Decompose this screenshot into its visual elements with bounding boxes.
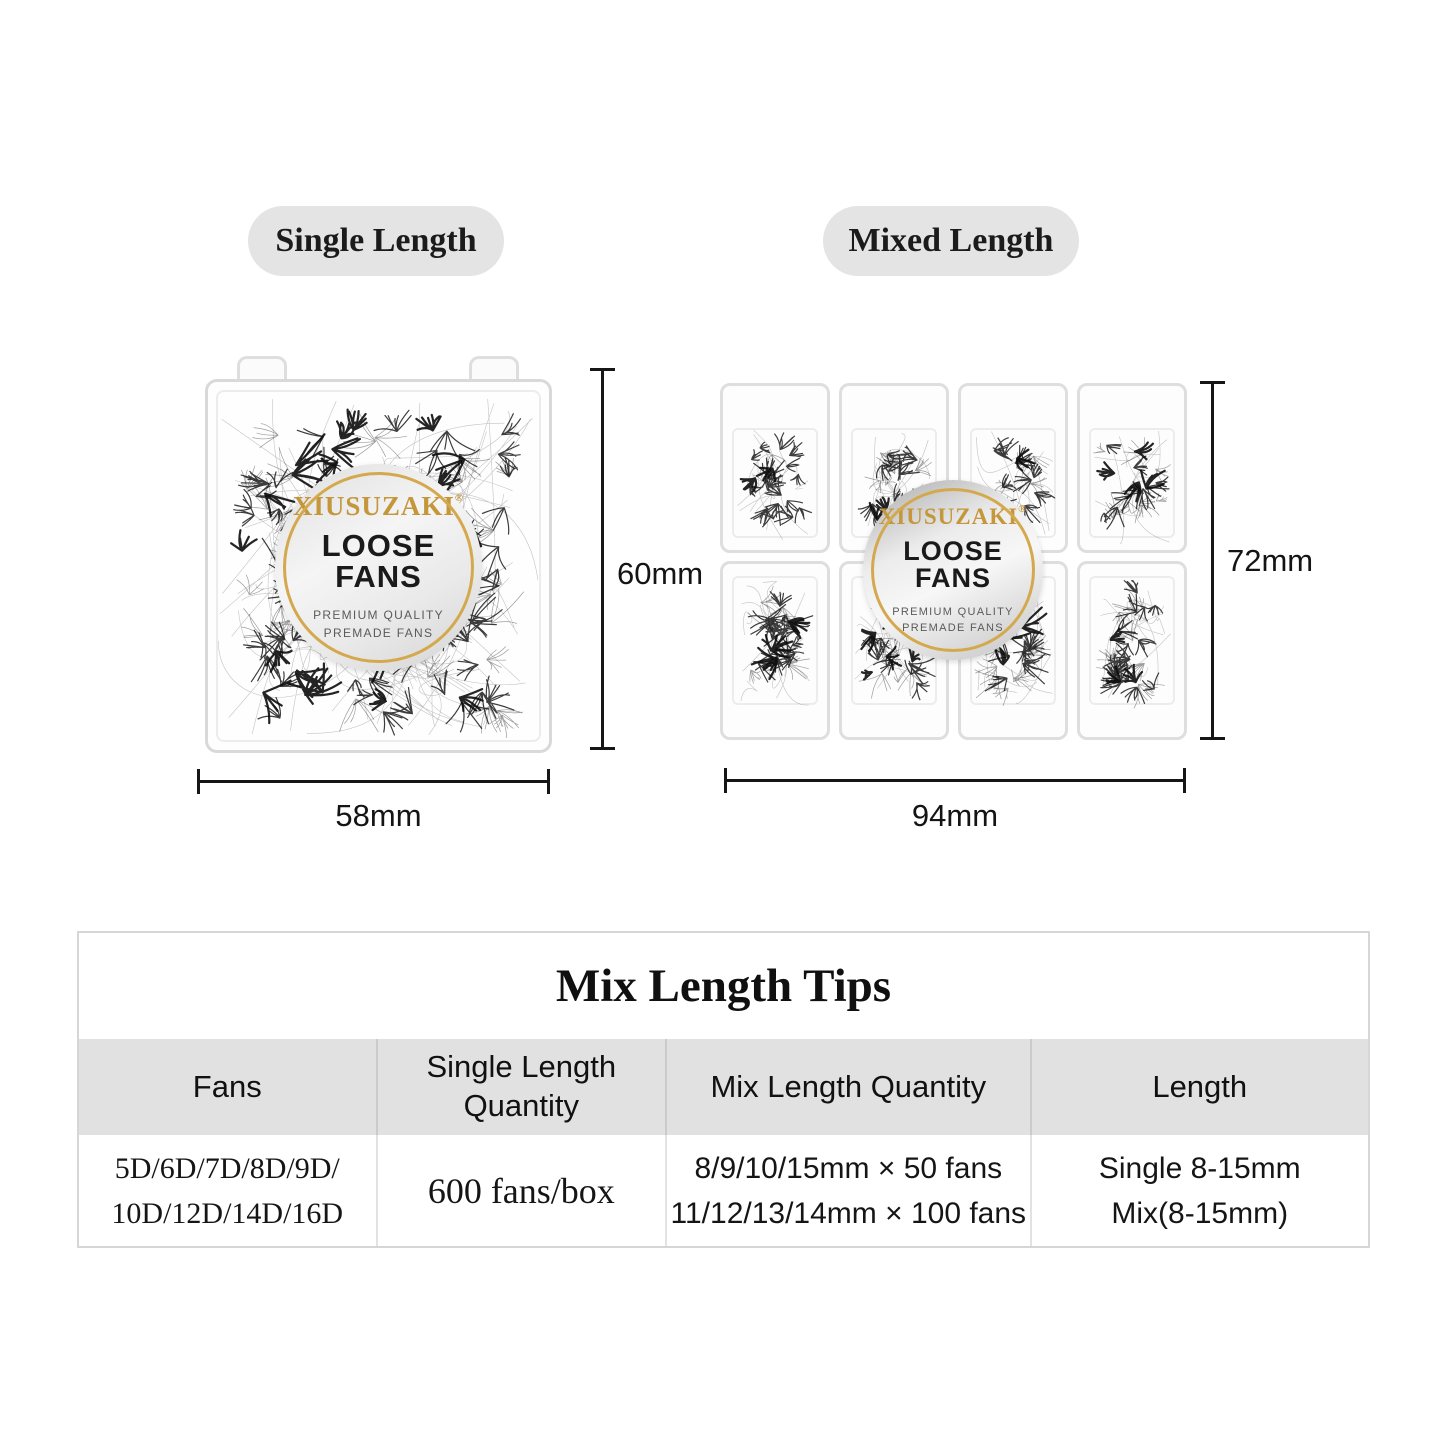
brand-name: XIUSUZAKI® [292,491,465,521]
dimension-line-single-height [601,369,604,749]
mixed-box-compartment [1077,561,1187,740]
header-cell-fans: Fans [192,1068,262,1104]
mixed-length-badge: Mixed Length [823,206,1079,276]
subtitle-line-1: PREMIUM QUALITY [313,608,444,622]
dimension-line-single-width [197,780,550,783]
product-name: LOOSE FANS [903,535,1003,593]
dimension-line-mixed-height [1211,382,1214,739]
mixed-box-compartment [720,383,830,553]
spec-table-title: Mix Length Tips [555,960,892,1012]
data-cell-fans: 5D/6D/7D/8D/9D/ 10D/12D/14D/16D [111,1151,344,1230]
data-cell-length: Single 8-15mm Mix(8-15mm) [1030,1135,1368,1246]
brand-name: XIUSUZAKI® [878,502,1028,529]
header-cell-mix-length-quantity: Mix Length Quantity [665,1039,1029,1135]
header-cell-length: Length [1030,1039,1368,1135]
compartment-window [732,576,818,705]
registered-mark: ® [454,492,465,504]
product-name: LOOSE FANS [321,528,436,594]
mixed-box-compartment [720,561,830,740]
subtitle-line-2: PREMADE FANS [323,626,434,640]
data-cell-mix-quantity: 8/9/10/15mm × 50 fans 11/12/13/14mm × 100 fans [665,1135,1029,1246]
dimension-label-mixed-width: 94mm [911,798,999,833]
brand-label-single-box [275,464,482,671]
gold-ring [871,488,1035,652]
mixed-box-compartment [1077,383,1187,553]
compartment-window [732,428,818,538]
subtitle-line-2: PREMADE FANS [902,622,1004,634]
data-cell-single-quantity: 600 fans/box [376,1135,666,1246]
header-cell-single-length-quantity: Single Length Quantity [376,1039,666,1135]
dimension-label-single-width: 58mm [335,798,422,833]
subtitle-line-1: PREMIUM QUALITY [892,605,1014,618]
spec-table [77,931,1370,1248]
compartment-window [1089,576,1175,705]
dimension-label-single-height: 60mm [617,556,704,591]
spec-table-data-row [79,1135,1368,1246]
dimension-line-mixed-width [724,779,1186,782]
spec-table-header-row [79,1039,1368,1135]
brand-label-mixed-box [863,480,1043,660]
dimension-label-mixed-height: 72mm [1227,543,1314,578]
compartment-window [1089,428,1175,538]
single-length-badge: Single Length [248,206,504,276]
gold-ring [283,472,474,663]
registered-mark: ® [1018,502,1028,515]
